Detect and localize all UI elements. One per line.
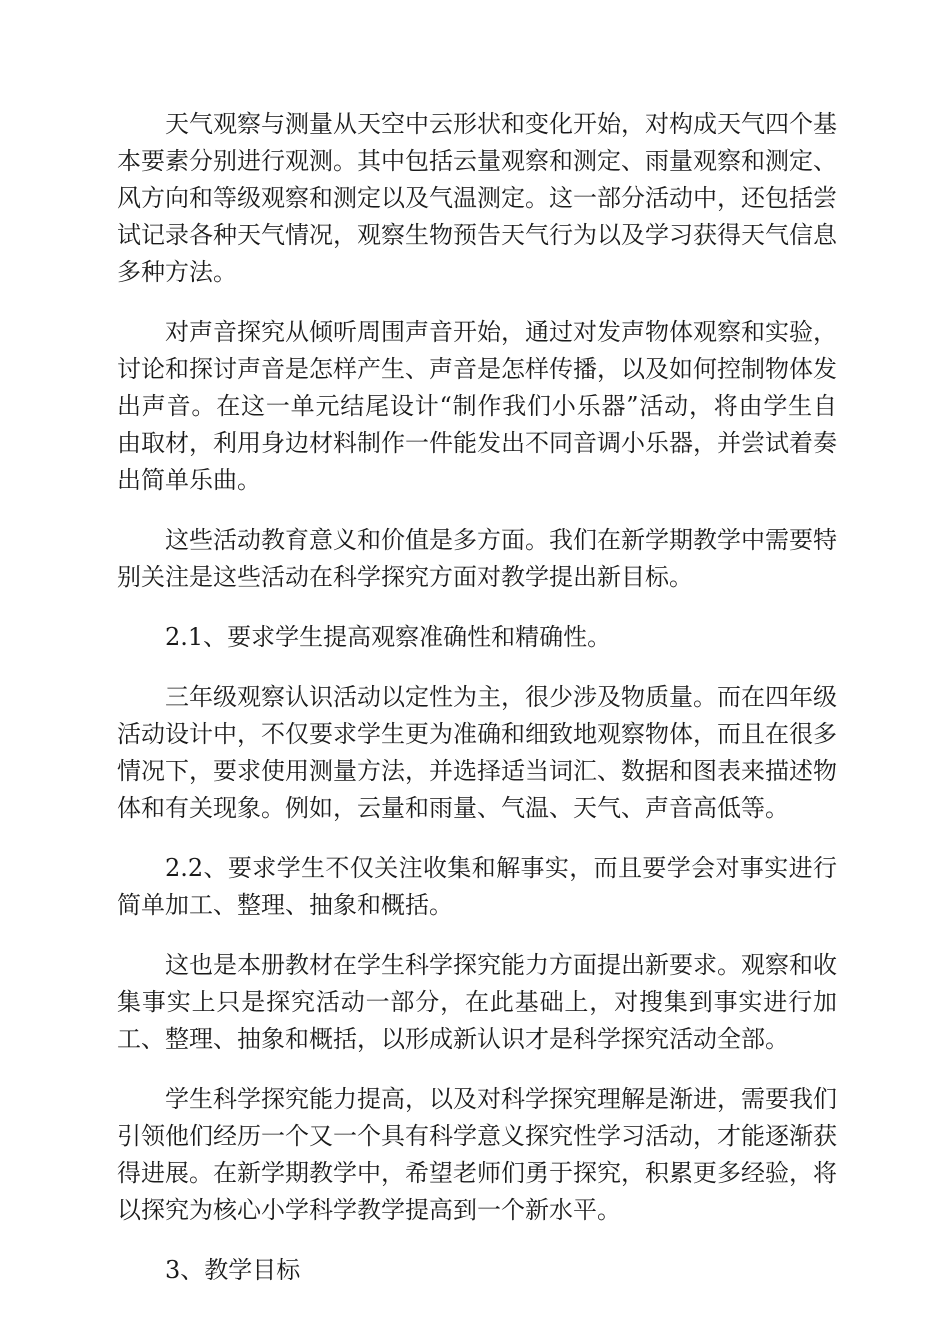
paragraph-inquiry-ability: 学生科学探究能力提高，以及对科学探究理解是渐进，需要我们引领他们经历一个又一个具有科学意义探究性学习活动，才能逐渐获得进展。在新学期教学中，希望老师们勇于探究，积累更多经验，将以探究为核心小学科学教学提高到一个新水平。 bbox=[117, 1085, 837, 1224]
document-body bbox=[117, 106, 837, 1289]
heading-3-teaching-goals: 3、教学目标 bbox=[165, 1256, 301, 1284]
paragraph-new-requirements: 这也是本册教材在学生科学探究能力方面提出新要求。观察和收集事实上只是探究活动一部分，在此基础上，对搜集到事实进行加工、整理、抽象和概括，以形成新认识才是科学探究活动全部。 bbox=[117, 951, 837, 1053]
heading-2-1: 2.1、要求学生提高观察准确性和精确性。 bbox=[165, 623, 612, 651]
paragraph-observation-accuracy: 三年级观察认识活动以定性为主，很少涉及物质量。而在四年级活动设计中，不仅要求学生更为准确和细致地观察物体，而且在很多情况下，要求使用测量方法，并选择适当词汇、数据和图表来描述物体和有关现象。例如，云量和雨量、气温、天气、声音高低等。 bbox=[117, 683, 837, 822]
heading-2-2: 2.2、要求学生不仅关注收集和解事实，而且要学会对事实进行简单加工、整理、抽象和概括。 bbox=[117, 854, 837, 919]
paragraph-sound-exploration: 对声音探究从倾听周围声音开始，通过对发声物体观察和实验，讨论和探讨声音是怎样产生、声音是怎样传播，以及如何控制物体发出声音。在这一单元结尾设计“制作我们小乐器”活动，将由学生自由取材，利用身边材料制作一件能发出不同音调小乐器，并尝试着奏出简单乐曲。 bbox=[117, 318, 837, 494]
paragraph-weather-observation: 天气观察与测量从天空中云形状和变化开始，对构成天气四个基本要素分别进行观测。其中包括云量观察和测定、雨量观察和测定、风方向和等级观察和测定以及气温测定。这一部分活动中，还包括尝试记录各种天气情况，观察生物预告天气行为以及学习获得天气信息多种方法。 bbox=[117, 110, 837, 286]
paragraph-educational-significance: 这些活动教育意义和价值是多方面。我们在新学期教学中需要特别关注是这些活动在科学探究方面对教学提出新目标。 bbox=[117, 526, 837, 591]
